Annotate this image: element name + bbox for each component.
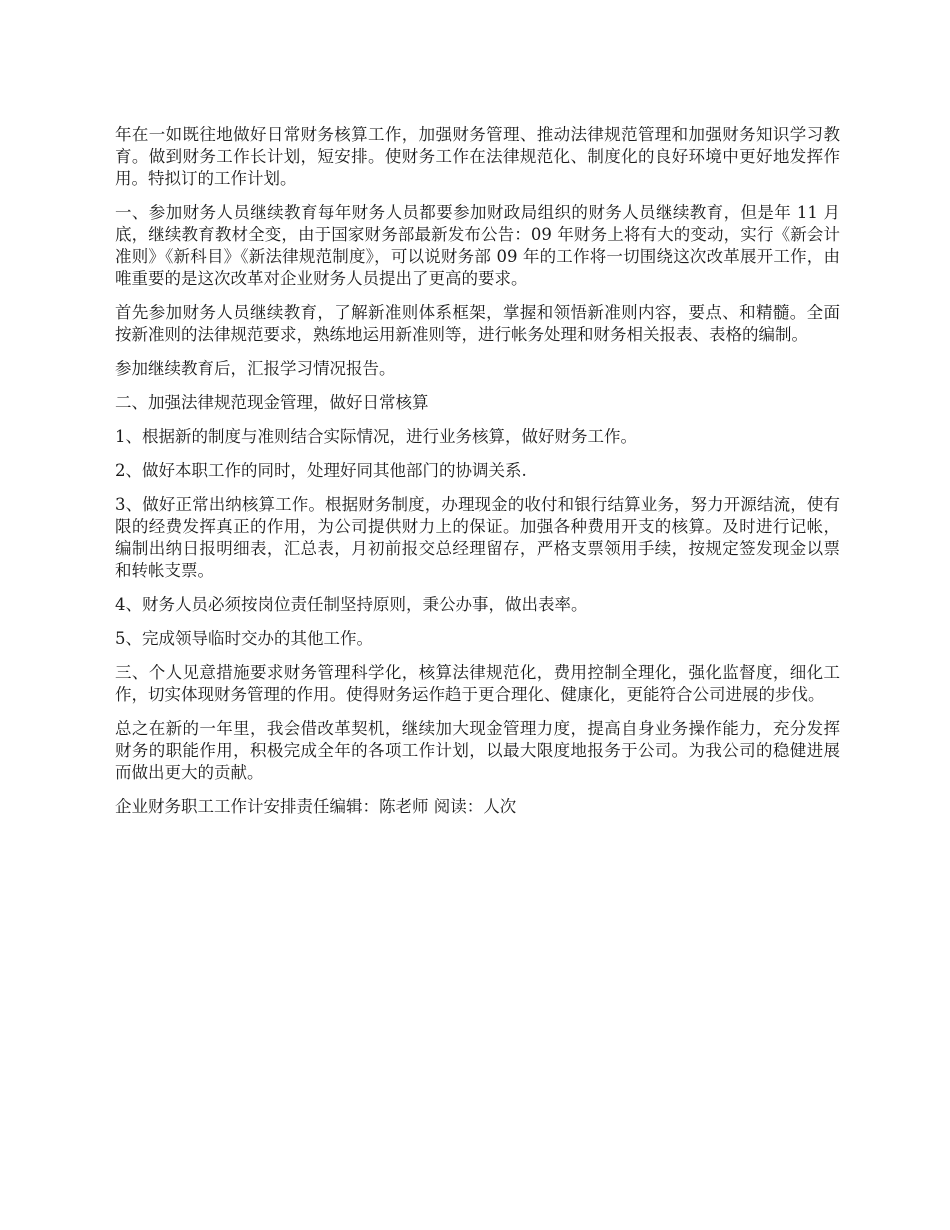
paragraph-item-2: 2、做好本职工作的同时，处理好同其他部门的协调关系. <box>115 461 527 480</box>
paragraph-section-2-heading: 二、加强法律规范现金管理，做好日常核算 <box>115 393 429 412</box>
paragraph-section-1: 一、参加财务人员继续教育每年财务人员都要参加财政局组织的财务人员继续教育，但是年 11 月底，继续教育教材全变，由于国家财务部最新发布公告：09 年财务上将有大的变动，实行《新会计准则》《新科目》《新法律规范制度》，可以说财务部 09 年的工作将一切围绕这次改革展开工作，由唯重要的是这次改革对企业财务人员提出了更高的要求。 <box>115 203 840 288</box>
paragraph-intro: 年在一如既往地做好日常财务核算工作，加强财务管理、推动法律规范管理和加强财务知识学习教育。做到财务工作长计划，短安排。使财务工作在法律规范化、制度化的良好环境中更好地发挥作用。特拟订的工作计划。 <box>115 125 840 188</box>
paragraph-conclusion: 总之在新的一年里，我会借改革契机，继续加大现金管理力度，提高自身业务操作能力，充分发挥财务的职能作用，积极完成全年的各项工作计划，以最大限度地报务于公司。为我公司的稳健进展而做出更大的贡献。 <box>115 719 840 782</box>
paragraph-section-3: 三、个人见意措施要求财务管理科学化，核算法律规范化，费用控制全理化，强化监督度，细化工作，切实体现财务管理的作用。使得财务运作趋于更合理化、健康化，更能符合公司进展的步伐。 <box>115 663 840 704</box>
paragraph-report: 参加继续教育后，汇报学习情况报告。 <box>115 359 396 378</box>
document-body <box>115 124 840 830</box>
paragraph-item-4: 4、财务人员必须按岗位责任制坚持原则，秉公办事，做出表率。 <box>115 595 588 614</box>
paragraph-item-5: 5、完成领导临时交办的其他工作。 <box>115 629 373 648</box>
paragraph-continuing-education: 首先参加财务人员继续教育，了解新准则体系框架，掌握和领悟新准则内容，要点、和精髓。全面按新准则的法律规范要求，熟练地运用新准则等，进行帐务处理和财务相关报表、表格的编制。 <box>115 303 840 344</box>
paragraph-item-1: 1、根据新的制度与准则结合实际情况，进行业务核算，做好财务工作。 <box>115 427 637 446</box>
paragraph-item-3: 3、做好正常出纳核算工作。根据财务制度，办理现金的收付和银行结算业务，努力开源结流，使有限的经费发挥真正的作用，为公司提供财力上的保证。加强各种费用开支的核算。及时进行记帐，编制出纳日报明细表，汇总表，月初前报交总经理留存，严格支票领用手续，按规定签发现金以票和转帐支票。 <box>115 495 840 580</box>
paragraph-footer-credit: 企业财务职工工作计安排责任编辑：陈老师 阅读：人次 <box>115 797 517 816</box>
